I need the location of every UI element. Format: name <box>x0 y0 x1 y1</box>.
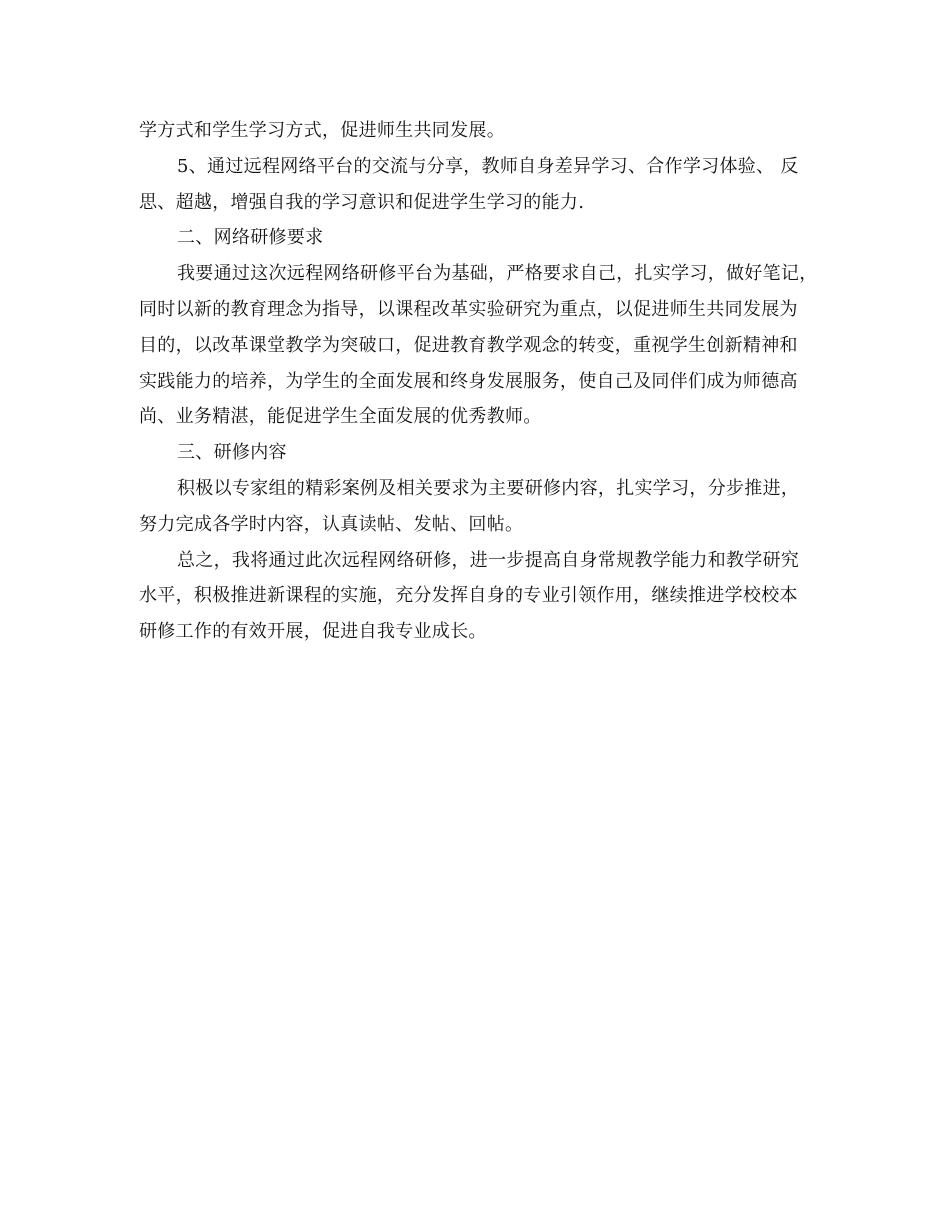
section-heading-content: 三、研修内容 <box>177 442 287 464</box>
document-body <box>139 113 829 650</box>
requirements-paragraph-line: 同时以新的教育理念为指导，以课程改革实验研究为重点，以促进师生共同发展为 <box>139 298 798 320</box>
summary-paragraph-line: 研修工作的有效开展，促进自我专业成长。 <box>139 621 487 643</box>
summary-paragraph-line: 水平，积极推进新课程的实施，充分发挥自身的专业引领作用，继续推进学校校本 <box>139 585 798 607</box>
content-paragraph-line: 积极以专家组的精彩案例及相关要求为主要研修内容，扎实学习，分步推进， <box>177 477 800 499</box>
requirements-paragraph-line: 实践能力的培养，为学生的全面发展和终身发展服务，使自己及同伴们成为师德高 <box>139 370 798 392</box>
paragraph-continuation-line: 学方式和学生学习方式，促进师生共同发展。 <box>139 120 505 141</box>
item-5-line: 5、通过远程网络平台的交流与分享，教师自身差异学习、合作学习体验、 反 <box>177 155 799 177</box>
requirements-paragraph-line: 尚、业务精湛，能促进学生全面发展的优秀教师。 <box>139 406 542 428</box>
content-paragraph-line: 努力完成各学时内容，认真读帖、发帖、回帖。 <box>139 513 524 535</box>
requirements-paragraph-line: 我要通过这次远程网络研修平台为基础，严格要求自己，扎实学习，做好笔记， <box>177 263 818 285</box>
section-heading-requirements: 二、网络研修要求 <box>177 227 324 249</box>
summary-paragraph-line: 总之，我将通过此次远程网络研修，进一步提高自身常规教学能力和教学研究 <box>177 549 800 571</box>
item-5-continuation-line: 思、超越，增强自我的学习意识和促进学生学习的能力. <box>139 191 585 213</box>
requirements-paragraph-line: 目的，以改革课堂教学为突破口，促进教育教学观念的转变，重视学生创新精神和 <box>139 334 798 356</box>
